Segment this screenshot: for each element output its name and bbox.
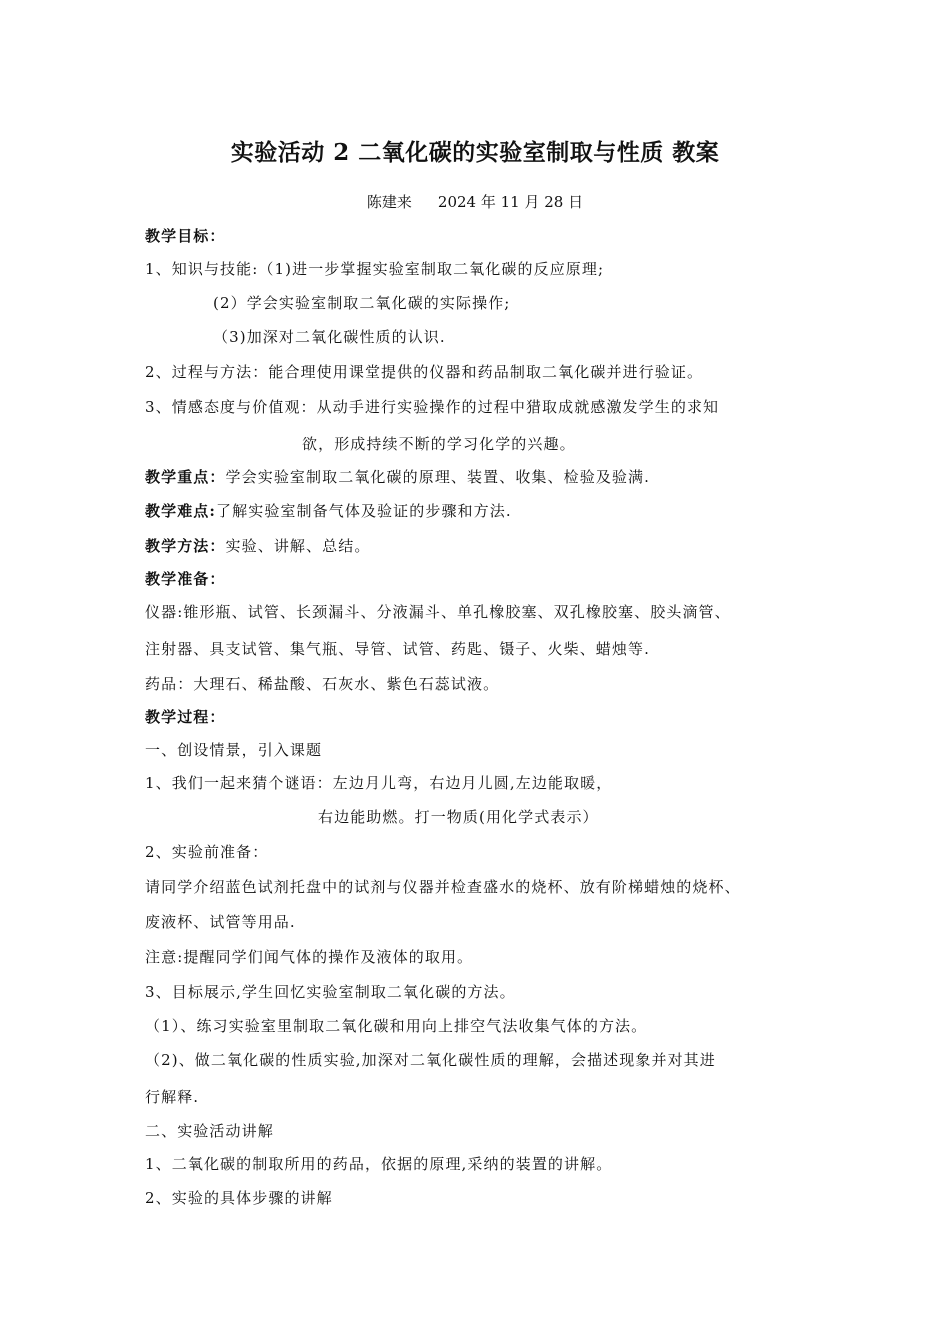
key-point-text: 学会实验室制取二氧化碳的原理、装置、收集、检验及验满. <box>225 468 650 486</box>
objective-knowledge-2: (2）学会实验室制取二氧化碳的实际操作; <box>213 294 511 312</box>
objectives-heading: 教学目标： <box>145 227 226 245</box>
objective-process: 2、过程与方法：能合理使用课堂提供的仪器和药品制取二氧化碳并进行验证。 <box>145 363 704 381</box>
objective-emotion-2: 欲，形成持续不断的学习化学的兴趣。 <box>302 435 576 453</box>
riddle-line-1: 1、我们一起来猜个谜语：左边月儿弯，右边月儿圆,左边能取暖， <box>145 774 613 792</box>
method <box>145 536 370 556</box>
key-point-label: 教学重点： <box>145 468 226 486</box>
difficulty <box>145 501 512 521</box>
prep-line-2: 废液杯、试管等用品. <box>145 913 296 931</box>
preparation-heading: 教学准备： <box>145 570 226 588</box>
instruments-line-1: 仪器:锥形瓶、试管、长颈漏斗、分液漏斗、单孔橡胶塞、双孔橡胶塞、胶头滴管、 <box>145 603 731 621</box>
explain-line-2: 2、实验的具体步骤的讲解 <box>145 1189 333 1207</box>
prep-heading: 2、实验前准备： <box>145 843 269 861</box>
instruments-line-2: 注射器、具支试管、集气瓶、导管、试管、药匙、镊子、火柴、蜡烛等. <box>145 640 650 658</box>
difficulty-text: 了解实验室制备气体及验证的步骤和方法. <box>216 502 512 520</box>
method-text: 实验、讲解、总结。 <box>225 537 371 555</box>
prep-line-1: 请同学介绍蓝色试剂托盘中的试剂与仪器并检查盛水的烧杯、放有阶梯蜡烛的烧杯、 <box>145 878 741 896</box>
page-title: 实验活动 2 二氧化碳的实验室制取与性质 教案 <box>230 139 720 166</box>
byline <box>0 191 950 212</box>
difficulty-label: 教学难点: <box>145 502 217 520</box>
section-1-heading: 一、创设情景，引入课题 <box>145 741 323 759</box>
note-line: 注意:提醒同学们闻气体的操作及液体的取用。 <box>145 948 474 966</box>
key-point <box>145 467 650 487</box>
objective-emotion-1: 3、情感态度与价值观：从动手进行实验操作的过程中猎取成就感激发学生的求知 <box>145 398 720 416</box>
objective-knowledge-3: （3)加深对二氧化碳性质的认识. <box>213 328 446 346</box>
goal-item-2a: （2)、做二氧化碳的性质实验,加深对二氧化碳性质的理解，会描述现象并对其进 <box>145 1051 716 1069</box>
method-label: 教学方法： <box>145 537 226 555</box>
goal-line: 3、目标展示,学生回忆实验室制取二氧化碳的方法。 <box>145 983 516 1001</box>
process-heading: 教学过程： <box>145 708 226 726</box>
goal-item-1: （1）、练习实验室里制取二氧化碳和用向上排空气法收集气体的方法。 <box>145 1017 648 1035</box>
section-2-heading: 二、实验活动讲解 <box>145 1122 274 1140</box>
reagents-line: 药品：大理石、稀盐酸、石灰水、紫色石蕊试液。 <box>145 675 500 693</box>
goal-item-2b: 行解释. <box>145 1088 200 1106</box>
author: 陈建来 <box>366 193 412 211</box>
explain-line-1: 1、二氧化碳的制取所用的药品，依据的原理,采纳的装置的讲解。 <box>145 1155 613 1173</box>
date: 2024 年 11 月 28 日 <box>437 193 584 211</box>
riddle-line-2: 右边能助燃。打一物质(用化学式表示） <box>318 808 599 826</box>
objective-knowledge-1: 1、知识与技能:（1)进一步掌握实验室制取二氧化碳的反应原理; <box>145 260 605 278</box>
